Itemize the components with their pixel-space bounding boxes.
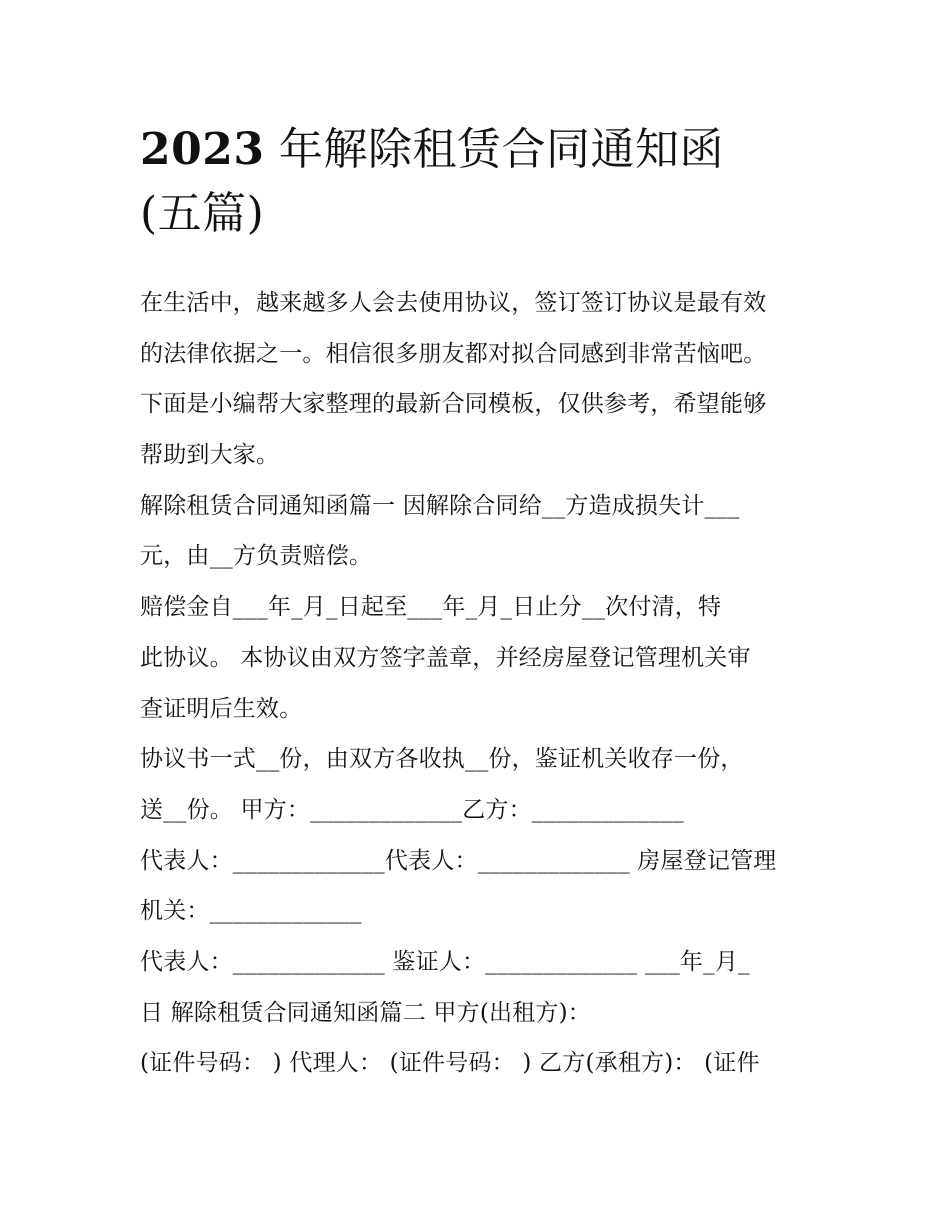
body-line-6: 元，由__方负责赔偿。 bbox=[140, 543, 373, 570]
title-main: 年解除租赁合同通知函 bbox=[278, 124, 724, 175]
body-line-5: 解除租赁合同通知函篇一 因解除合同给__方造成损失计___ bbox=[140, 492, 740, 519]
body-line-11: 送__份。 甲方：_____________乙方：_____________ bbox=[140, 796, 684, 823]
body-line-9: 查证明后生效。 bbox=[140, 695, 303, 722]
body-line-13: 机关：_____________ bbox=[140, 898, 362, 925]
body-line-8: 此协议。 本协议由双方签字盖章，并经房屋登记管理机关审 bbox=[140, 644, 751, 671]
body-line-2: 的法律依据之一。相信很多朋友都对拟合同感到非常苦恼吧。 bbox=[140, 340, 767, 367]
body-line-15: 日 解除租赁合同通知函篇二 甲方(出租方)： bbox=[140, 999, 591, 1026]
body-line-1: 在生活中，越来越多人会去使用协议，签订签订协议是最有效 bbox=[140, 290, 767, 316]
body-line-14: 代表人：_____________ 鉴证人：_____________ ___年_月_ bbox=[140, 948, 750, 975]
document-body bbox=[140, 278, 830, 1089]
body-line-12: 代表人：_____________代表人：_____________ 房屋登记管理 bbox=[140, 847, 777, 874]
title-subtitle: (五篇) bbox=[140, 188, 265, 239]
body-line-4: 帮助到大家。 bbox=[140, 442, 280, 469]
body-line-7: 赔偿金自___年_月_日起至___年_月_日止分__次付清，特 bbox=[140, 594, 722, 621]
body-line-3: 下面是小编帮大家整理的最新合同模板，仅供参考，希望能够 bbox=[140, 391, 767, 418]
title-year: 2023 bbox=[140, 124, 265, 175]
body-line-16: (证件号码： ) 代理人： (证件号码： ) 乙方(承租方)： (证件 bbox=[140, 1050, 760, 1077]
document-title bbox=[140, 118, 820, 246]
body-line-10: 协议书一式__份，由双方各收执__份，鉴证机关收存一份， bbox=[140, 746, 744, 773]
